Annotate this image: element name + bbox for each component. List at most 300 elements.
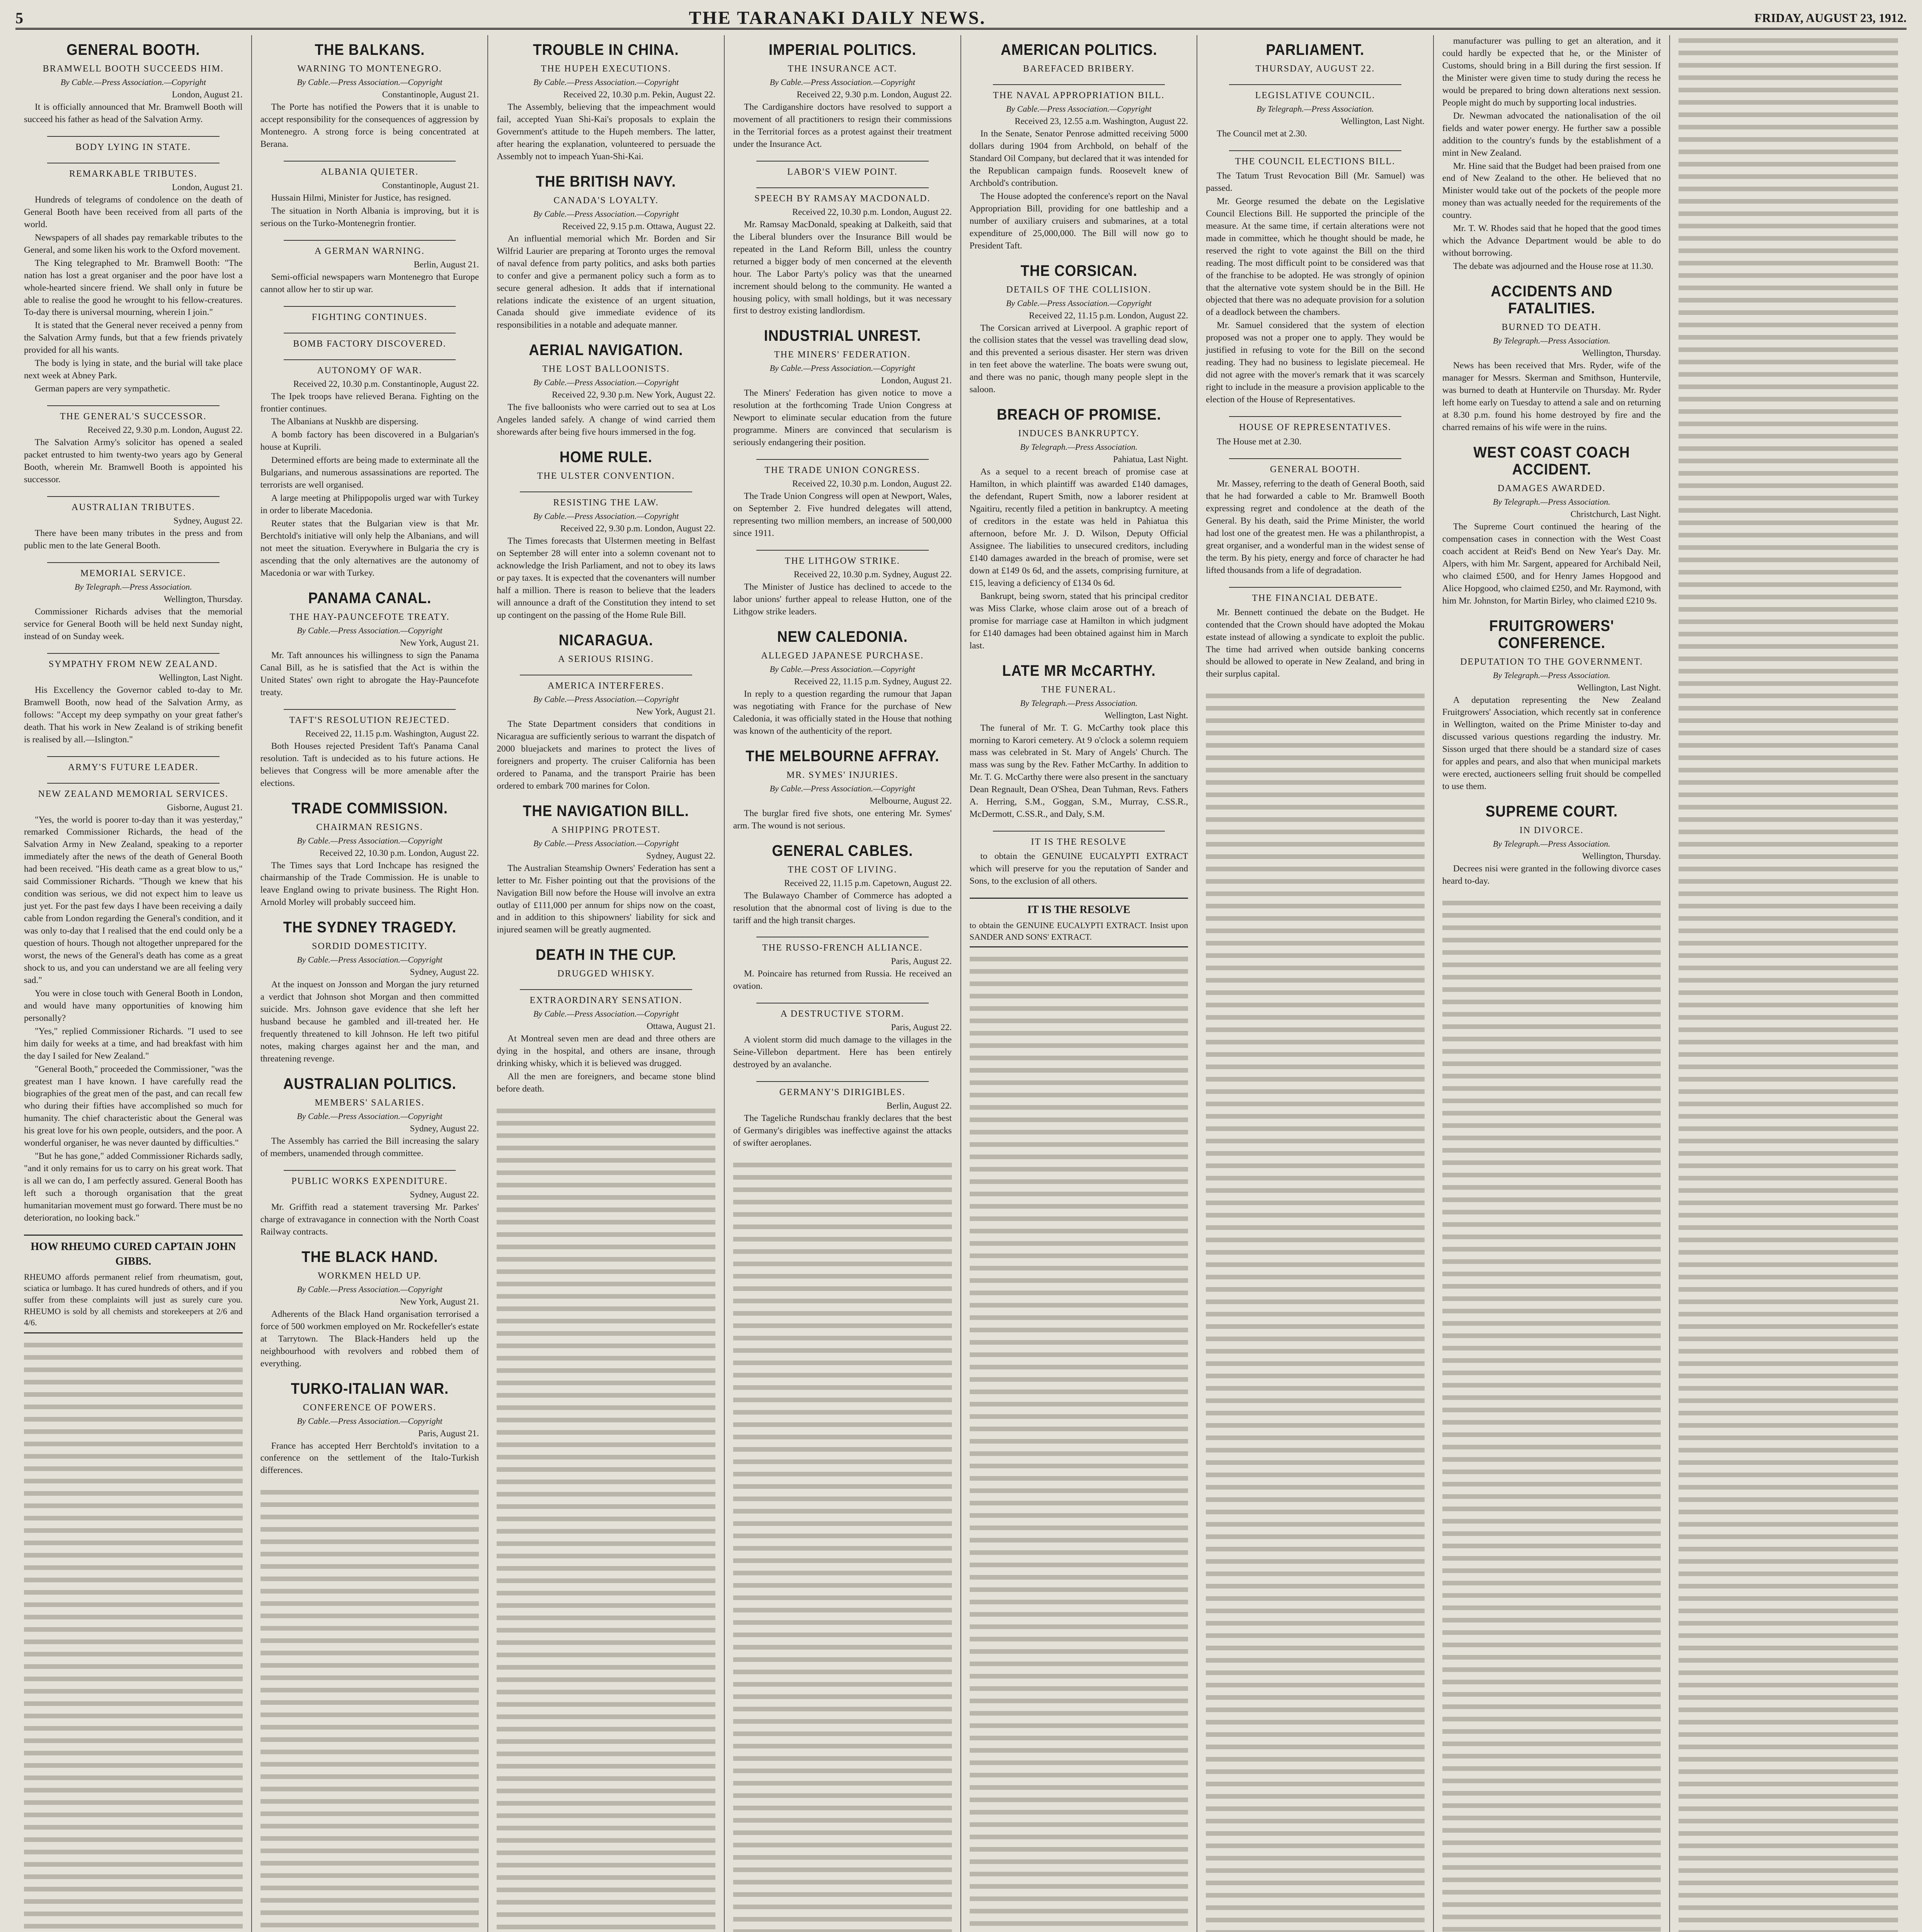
text-line bbox=[970, 1238, 1188, 1250]
text-line bbox=[497, 1242, 715, 1254]
article bbox=[260, 1075, 479, 1160]
column-3 bbox=[488, 35, 725, 1932]
article-dateline: Wellington, Thursday. bbox=[1582, 851, 1661, 861]
text-line bbox=[1442, 1330, 1661, 1343]
article-subheading: THE HAY-PAUNCEFOTE TREATY. bbox=[289, 612, 450, 622]
text-line bbox=[1679, 678, 1898, 690]
text-line bbox=[970, 1510, 1188, 1522]
text-line bbox=[733, 1741, 952, 1753]
article bbox=[497, 632, 715, 665]
text-line bbox=[970, 1683, 1188, 1696]
article-dateline: Received 22, 9.30 p.m. London, August 22. bbox=[560, 524, 715, 534]
text-line bbox=[24, 1537, 243, 1550]
text-line bbox=[970, 1856, 1188, 1869]
divider-rule bbox=[1229, 416, 1401, 417]
masthead bbox=[15, 8, 1907, 30]
text-line bbox=[1442, 1887, 1661, 1899]
text-line bbox=[24, 1723, 243, 1735]
text-line bbox=[733, 1889, 952, 1901]
text-line bbox=[1206, 938, 1425, 950]
article bbox=[260, 359, 479, 580]
article-subheading: REMARKABLE TRIBUTES. bbox=[69, 168, 197, 179]
text-line bbox=[970, 1287, 1188, 1300]
article-byline: By Cable.—Press Association.—Copyright bbox=[297, 955, 443, 965]
text-line bbox=[24, 1599, 243, 1612]
text-line bbox=[970, 1696, 1188, 1708]
article bbox=[733, 628, 952, 738]
text-line bbox=[1206, 888, 1425, 901]
text-line bbox=[1679, 1037, 1898, 1049]
divider-rule bbox=[47, 496, 220, 497]
text-line bbox=[970, 1658, 1188, 1671]
text-line bbox=[1206, 876, 1425, 888]
text-line bbox=[1679, 1568, 1898, 1581]
text-line bbox=[497, 1909, 715, 1922]
article bbox=[260, 1380, 479, 1477]
article bbox=[24, 756, 243, 773]
text-line bbox=[970, 1325, 1188, 1337]
article bbox=[24, 163, 243, 395]
text-line bbox=[1679, 394, 1898, 406]
text-line bbox=[1679, 1469, 1898, 1482]
text-line bbox=[1679, 221, 1898, 233]
text-line bbox=[970, 1312, 1188, 1325]
text-line bbox=[1679, 604, 1898, 616]
text-line bbox=[1442, 1776, 1661, 1788]
text-line bbox=[497, 1872, 715, 1884]
text-line bbox=[1442, 898, 1661, 910]
text-line bbox=[260, 1549, 479, 1561]
text-line bbox=[1206, 975, 1425, 987]
article-paragraph: Hundreds of telegrams of condolence on the death of General Booth have been received from all parts of the world. bbox=[24, 194, 243, 230]
text-line bbox=[733, 1667, 952, 1679]
text-line bbox=[733, 1518, 952, 1531]
article-paragraph: Determined efforts are being made to exterminate all the Bulgarians, and numerous assassinations are reported. The terrorists are well organised. bbox=[260, 455, 479, 490]
article-dateline: Wellington, Last Night. bbox=[1577, 682, 1661, 692]
article-subheading: THE RUSSO-FRENCH ALLIANCE. bbox=[762, 943, 923, 953]
article-subheading: MEMBERS' SALARIES. bbox=[315, 1097, 425, 1108]
article-dateline: Berlin, August 22. bbox=[886, 1101, 952, 1111]
text-line bbox=[260, 1536, 479, 1549]
text-line bbox=[1679, 1507, 1898, 1519]
text-line bbox=[497, 1180, 715, 1192]
text-line bbox=[1442, 1058, 1661, 1071]
text-line bbox=[1679, 1395, 1898, 1408]
text-line bbox=[1442, 1219, 1661, 1231]
text-line bbox=[1442, 1924, 1661, 1932]
text-line bbox=[733, 1296, 952, 1308]
text-line bbox=[970, 1448, 1188, 1461]
article-subheading: MEMORIAL SERVICE. bbox=[80, 568, 186, 578]
text-line bbox=[970, 1560, 1188, 1572]
text-line bbox=[970, 1584, 1188, 1597]
text-line bbox=[24, 1847, 243, 1859]
article-paragraph: At Montreal seven men are dead and three others are dying in the hospital, and others are insane, through drinking whisky, which it is believed was drugged. bbox=[497, 1034, 715, 1069]
article bbox=[497, 675, 715, 793]
article-paragraph: The Assembly, believing that the impeachment would fail, accepted Yuan Shi-Kai's proposals to explain the Government's attitude to the Hupeh members. The latter, after hearing the explanation, volunteered to persuade the Assembly not to impeach Yuan-Shi-Kai. bbox=[497, 102, 715, 162]
article-byline: By Telegraph.—Press Association. bbox=[1493, 670, 1610, 680]
text-line bbox=[1679, 258, 1898, 270]
text-line bbox=[970, 1053, 1188, 1065]
text-line bbox=[1206, 1828, 1425, 1840]
advertisement-text: to obtain the GENUINE EUCALYPTI EXTRACT. Insist upon SANDER AND SONS' EXTRACT. bbox=[969, 920, 1188, 942]
text-line bbox=[260, 1499, 479, 1512]
text-line bbox=[1679, 1667, 1898, 1680]
text-line bbox=[497, 1687, 715, 1699]
article-dateline: Received 22, 9.15 p.m. Ottawa, August 22. bbox=[562, 221, 715, 231]
article-subheading: THE LITHGOW STRIKE. bbox=[785, 556, 900, 566]
text-line bbox=[260, 1672, 479, 1685]
article-subheading: A SHIPPING PROTEST. bbox=[551, 825, 661, 835]
text-line bbox=[260, 1722, 479, 1734]
text-line bbox=[1679, 344, 1898, 357]
text-line bbox=[1679, 1061, 1898, 1074]
text-line bbox=[733, 1543, 952, 1555]
text-line bbox=[497, 1378, 715, 1390]
article-subheading: ALBANIA QUIETER. bbox=[320, 167, 419, 177]
text-line bbox=[1679, 1457, 1898, 1469]
article-paragraph: The Salvation Army's solicitor has opened a sealed packet entrusted to him twenty-two years ago by General Booth, wherein Mr. Bramwell Booth is appointed his successor. bbox=[24, 437, 243, 485]
text-line bbox=[733, 1864, 952, 1877]
article bbox=[260, 919, 479, 1065]
text-line bbox=[1442, 1825, 1661, 1837]
text-line bbox=[1442, 1034, 1661, 1046]
text-line bbox=[1442, 1479, 1661, 1491]
text-line bbox=[497, 1810, 715, 1823]
article-paragraph: The State Department considers that conditions in Nicaragua are sufficiently serious to warrant the dispatch of 2000 bluejackets and marines to protect the lives of foreigners and property. The cruiser California has been ordered to Panama, and the transport Prairie has been ordered to embark 700 marines for Colon. bbox=[497, 719, 715, 791]
text-line bbox=[970, 1040, 1188, 1053]
text-line bbox=[1442, 1701, 1661, 1714]
text-line bbox=[970, 1436, 1188, 1448]
text-line bbox=[1206, 1148, 1425, 1160]
text-line bbox=[1679, 369, 1898, 381]
text-line bbox=[970, 1745, 1188, 1757]
article bbox=[1442, 35, 1661, 273]
text-line bbox=[497, 1835, 715, 1847]
text-line bbox=[1206, 925, 1425, 938]
text-line bbox=[1679, 171, 1898, 184]
text-line bbox=[497, 1464, 715, 1476]
text-line bbox=[970, 1461, 1188, 1473]
text-line bbox=[733, 1605, 952, 1617]
text-line bbox=[1206, 1457, 1425, 1469]
text-line bbox=[497, 1884, 715, 1897]
text-line bbox=[1679, 480, 1898, 493]
text-line bbox=[733, 1320, 952, 1333]
text-line bbox=[1679, 1012, 1898, 1024]
newspaper-title: THE TARANAKI DAILY NEWS. bbox=[689, 7, 986, 28]
text-line bbox=[970, 1114, 1188, 1127]
article-subheading: AUTONOMY OF WAR. bbox=[317, 365, 422, 376]
divider-rule bbox=[1229, 458, 1401, 459]
text-line bbox=[497, 1217, 715, 1229]
article-headline: INDUSTRIAL UNREST. bbox=[764, 327, 921, 345]
text-line bbox=[1442, 1689, 1661, 1701]
text-line bbox=[1679, 666, 1898, 678]
text-line bbox=[1206, 1803, 1425, 1816]
article-subheading: INDUCES BANKRUPTCY. bbox=[1018, 429, 1140, 439]
text-line bbox=[1442, 947, 1661, 959]
text-line bbox=[733, 1172, 952, 1184]
article-paragraph: The Supreme Court continued the hearing of the compensation cases in connection with the West Coast coach accident at Reid's Bend on New Year's Day. Mr. Alpers, with him Mr. Sargent, appeared for Archibald Neil, who claimed £500, and for Henry James Hopgood and Alice Hopgood, who claimed £250, and Mr. Raymond, with him Mr. Johnston, for Martin Birley, who claimed £210 9s. bbox=[1442, 521, 1661, 606]
article-headline: FRUITGROWERS' CONFERENCE. bbox=[1489, 617, 1614, 651]
text-line bbox=[1206, 690, 1425, 703]
text-line bbox=[1442, 1788, 1661, 1800]
text-line bbox=[260, 1808, 479, 1821]
article-dateline: Received 22, 11.15 p.m. Sydney, August 22. bbox=[794, 676, 952, 686]
text-line bbox=[1206, 1544, 1425, 1556]
text-line bbox=[733, 1160, 952, 1172]
text-line bbox=[1206, 1235, 1425, 1247]
text-filler bbox=[24, 1340, 243, 1932]
article-paragraph: Both Houses rejected President Taft's Panama Canal resolution. Taft is undecided as to his future actions. He believes that Congress will be more amenable after the elections. bbox=[260, 741, 479, 788]
article-paragraph: "Yes," replied Commissioner Richards. "I used to see him daily for weeks at a time, and had breakfast with him the day I sailed for New Zealand." bbox=[24, 1026, 243, 1061]
text-line bbox=[970, 1164, 1188, 1176]
article-byline: By Telegraph.—Press Association. bbox=[1020, 698, 1138, 708]
text-line bbox=[1679, 950, 1898, 963]
article-paragraph: The Porte has notified the Powers that it is unable to accept responsibility for the consequences of aggression by Montenegro. A strong force is being concentrated at Berana. bbox=[260, 102, 479, 149]
text-line bbox=[1206, 1840, 1425, 1853]
text-line bbox=[1679, 443, 1898, 456]
text-line bbox=[1206, 1692, 1425, 1704]
text-line bbox=[497, 1229, 715, 1242]
column-2 bbox=[252, 35, 489, 1932]
text-line bbox=[1206, 1779, 1425, 1791]
text-line bbox=[24, 1476, 243, 1488]
text-line bbox=[24, 1896, 243, 1908]
text-line bbox=[1206, 703, 1425, 715]
text-line bbox=[1679, 60, 1898, 72]
text-line bbox=[1679, 715, 1898, 728]
issue-date: FRIDAY, AUGUST 23, 1912. bbox=[1754, 10, 1907, 25]
article-subheading: AMERICA INTERFERES. bbox=[548, 680, 665, 691]
article-dateline: Melbourne, August 22. bbox=[870, 796, 952, 806]
text-line bbox=[497, 1674, 715, 1687]
text-line bbox=[970, 1337, 1188, 1349]
text-line bbox=[733, 1444, 952, 1456]
text-line bbox=[1442, 1813, 1661, 1825]
text-line bbox=[1442, 1664, 1661, 1677]
article-dateline: London, August 21. bbox=[172, 90, 243, 99]
text-line bbox=[260, 1920, 479, 1932]
text-line bbox=[1679, 1816, 1898, 1828]
article-subheading: DRUGGED WHISKY. bbox=[557, 969, 655, 979]
article-dateline: Constantinople, August 21. bbox=[382, 180, 479, 190]
article-paragraph: In reply to a question regarding the rumour that Japan was negotiating with France for the purchase of New Caledonia, it was officially stated in the House that nothing was known of the authenticity of the report. bbox=[733, 689, 952, 736]
text-line bbox=[260, 1747, 479, 1759]
text-line bbox=[1679, 592, 1898, 604]
article-paragraph: Mr. Hine said that the Budget had been praised from one end of New Zealand to the other. He believed that no Minister would take out of the pockets of the people more money than was actually needed for the requirements of the country. bbox=[1442, 161, 1661, 221]
text-line bbox=[1679, 1581, 1898, 1593]
article-paragraph: The House met at 2.30. bbox=[1217, 437, 1302, 447]
text-line bbox=[1206, 1358, 1425, 1371]
text-line bbox=[1679, 35, 1898, 48]
text-line bbox=[1206, 1185, 1425, 1197]
text-line bbox=[1679, 1803, 1898, 1816]
text-line bbox=[24, 1810, 243, 1822]
article-subheading: ALLEGED JAPANESE PURCHASE. bbox=[761, 650, 924, 661]
text-line bbox=[1206, 963, 1425, 975]
text-line bbox=[1679, 1222, 1898, 1235]
text-line bbox=[1442, 1083, 1661, 1095]
text-line bbox=[1679, 1185, 1898, 1197]
article-byline: By Cable.—Press Association.—Copyright bbox=[769, 664, 915, 674]
text-line bbox=[733, 1901, 952, 1914]
article-paragraph: The Tatum Trust Revocation Bill (Mr. Samuel) was passed. bbox=[1206, 170, 1425, 193]
text-line bbox=[1206, 1519, 1425, 1531]
text-line bbox=[1679, 901, 1898, 913]
text-line bbox=[1679, 1519, 1898, 1531]
text-line bbox=[1679, 1197, 1898, 1210]
article-dateline: London, August 21. bbox=[172, 182, 243, 192]
article bbox=[733, 187, 952, 318]
text-line bbox=[733, 1456, 952, 1469]
text-line bbox=[497, 1563, 715, 1575]
article-paragraph: The situation in North Albania is improving, but it is serious on the Turko-Montenegrin frontier. bbox=[260, 206, 479, 228]
text-line bbox=[970, 1535, 1188, 1547]
text-line bbox=[970, 1423, 1188, 1436]
text-line bbox=[1206, 1494, 1425, 1507]
text-line bbox=[733, 1197, 952, 1209]
text-line bbox=[497, 1588, 715, 1600]
article bbox=[1442, 803, 1661, 888]
text-line bbox=[1679, 1680, 1898, 1692]
article-dateline: Constantinople, August 21. bbox=[382, 90, 479, 99]
text-line bbox=[24, 1364, 243, 1377]
text-line bbox=[1679, 802, 1898, 814]
text-line bbox=[497, 1143, 715, 1155]
article bbox=[497, 492, 715, 622]
article-headline: THE SYDNEY TRAGEDY. bbox=[283, 919, 456, 936]
text-line bbox=[497, 1538, 715, 1551]
advertisement bbox=[24, 1235, 243, 1333]
text-line bbox=[1679, 814, 1898, 827]
text-line bbox=[1442, 1466, 1661, 1479]
text-line bbox=[1206, 1507, 1425, 1519]
text-line bbox=[497, 1699, 715, 1711]
article-paragraph: France has accepted Herr Berchtold's invitation to a conference on the settlement of the Italo-Turkish differences. bbox=[260, 1440, 479, 1476]
text-line bbox=[24, 1340, 243, 1352]
text-line bbox=[1442, 1429, 1661, 1442]
article-byline: By Cable.—Press Association.—Copyright bbox=[533, 511, 679, 521]
advertisement-headline: IT IS THE RESOLVE bbox=[1027, 904, 1130, 916]
text-line bbox=[1679, 1049, 1898, 1061]
article-headline: SUPREME COURT. bbox=[1485, 803, 1618, 820]
text-line bbox=[1679, 789, 1898, 802]
text-line bbox=[1679, 1618, 1898, 1630]
text-line bbox=[1442, 935, 1661, 947]
text-line bbox=[1442, 1367, 1661, 1380]
columns bbox=[15, 35, 1907, 1932]
text-line bbox=[497, 1328, 715, 1340]
text-line bbox=[260, 1784, 479, 1796]
text-line bbox=[1206, 1333, 1425, 1346]
text-line bbox=[1206, 1680, 1425, 1692]
article-dateline: London, August 21. bbox=[881, 376, 952, 386]
article-subheading: THE ULSTER CONVENTION. bbox=[537, 471, 675, 481]
text-line bbox=[1679, 332, 1898, 344]
text-line bbox=[1679, 1309, 1898, 1321]
text-line bbox=[497, 1365, 715, 1378]
text-line bbox=[260, 1845, 479, 1858]
article-byline: By Telegraph.—Press Association. bbox=[1493, 839, 1610, 849]
text-filler bbox=[1206, 690, 1425, 1932]
text-line bbox=[1206, 851, 1425, 864]
article-byline: By Cable.—Press Association.—Copyright bbox=[60, 77, 206, 87]
text-line bbox=[1206, 1420, 1425, 1432]
text-line bbox=[24, 1550, 243, 1562]
text-line bbox=[1679, 1643, 1898, 1655]
text-line bbox=[1442, 1590, 1661, 1602]
text-line bbox=[24, 1612, 243, 1624]
article-subheading: DAMAGES AWARDED. bbox=[1497, 483, 1606, 493]
text-line bbox=[1679, 505, 1898, 517]
text-line bbox=[1679, 888, 1898, 901]
text-line bbox=[1206, 1630, 1425, 1643]
text-line bbox=[1679, 703, 1898, 715]
article-paragraph: "General Booth," proceeded the Commissioner, "was the greatest man I have known. I have carefully read the biographies of the great men of the past, and can recall few who during their fifties have accomplished so much for humanity. The chief characteristic about the General was his great love for his own people, outsiders, and the poor. A wonderful organiser, he was never daunted by difficulties." bbox=[24, 1064, 243, 1148]
text-line bbox=[1442, 1256, 1661, 1269]
article-subheading: THE FINANCIAL DEBATE. bbox=[1252, 593, 1379, 603]
text-line bbox=[1206, 1729, 1425, 1742]
text-line bbox=[733, 1704, 952, 1716]
text-line bbox=[1679, 987, 1898, 1000]
article bbox=[24, 653, 243, 746]
text-line bbox=[497, 1155, 715, 1167]
text-line bbox=[970, 991, 1188, 1003]
article bbox=[24, 562, 243, 643]
article-paragraph: Dr. Newman advocated the nationalisation of the oil fields and water power energy. He further saw a possible addition to the country's funds by the establishment of a mint in New Zealand. bbox=[1442, 111, 1661, 158]
text-line bbox=[24, 1748, 243, 1760]
article-dateline: Berlin, August 21. bbox=[414, 259, 479, 269]
article-subheading: BAREFACED BRIBERY. bbox=[1023, 64, 1135, 74]
text-line bbox=[733, 1654, 952, 1667]
text-line bbox=[497, 1798, 715, 1810]
text-line bbox=[1442, 1516, 1661, 1528]
text-line bbox=[24, 1649, 243, 1661]
text-line bbox=[970, 1844, 1188, 1856]
text-line bbox=[24, 1439, 243, 1451]
text-line bbox=[497, 1167, 715, 1180]
article-paragraph: You were in close touch with General Booth in London, and would have many opportunities of knowing him personally? bbox=[24, 988, 243, 1023]
text-line bbox=[1442, 1454, 1661, 1466]
article-subheading: NEW ZEALAND MEMORIAL SERVICES. bbox=[38, 789, 229, 799]
text-line bbox=[1679, 938, 1898, 950]
text-line bbox=[1206, 1791, 1425, 1803]
text-line bbox=[497, 1773, 715, 1786]
text-line bbox=[1206, 1618, 1425, 1630]
divider-rule bbox=[47, 562, 220, 563]
text-line bbox=[1442, 1874, 1661, 1887]
text-line bbox=[260, 1697, 479, 1709]
text-line bbox=[1206, 1309, 1425, 1321]
text-line bbox=[1206, 1037, 1425, 1049]
text-line bbox=[970, 1213, 1188, 1226]
article-headline: NEW CALEDONIA. bbox=[777, 628, 908, 645]
text-line bbox=[1679, 381, 1898, 394]
text-line bbox=[1442, 1912, 1661, 1924]
article-subheading: DETAILS OF THE COLLISION. bbox=[1006, 284, 1152, 295]
text-line bbox=[1442, 1417, 1661, 1429]
text-line bbox=[1679, 690, 1898, 703]
text-line bbox=[24, 1908, 243, 1921]
text-line bbox=[1679, 1742, 1898, 1754]
text-line bbox=[1206, 1445, 1425, 1457]
text-line bbox=[1679, 1420, 1898, 1432]
text-line bbox=[733, 1926, 952, 1932]
text-line bbox=[1206, 1717, 1425, 1729]
text-line bbox=[970, 1597, 1188, 1609]
